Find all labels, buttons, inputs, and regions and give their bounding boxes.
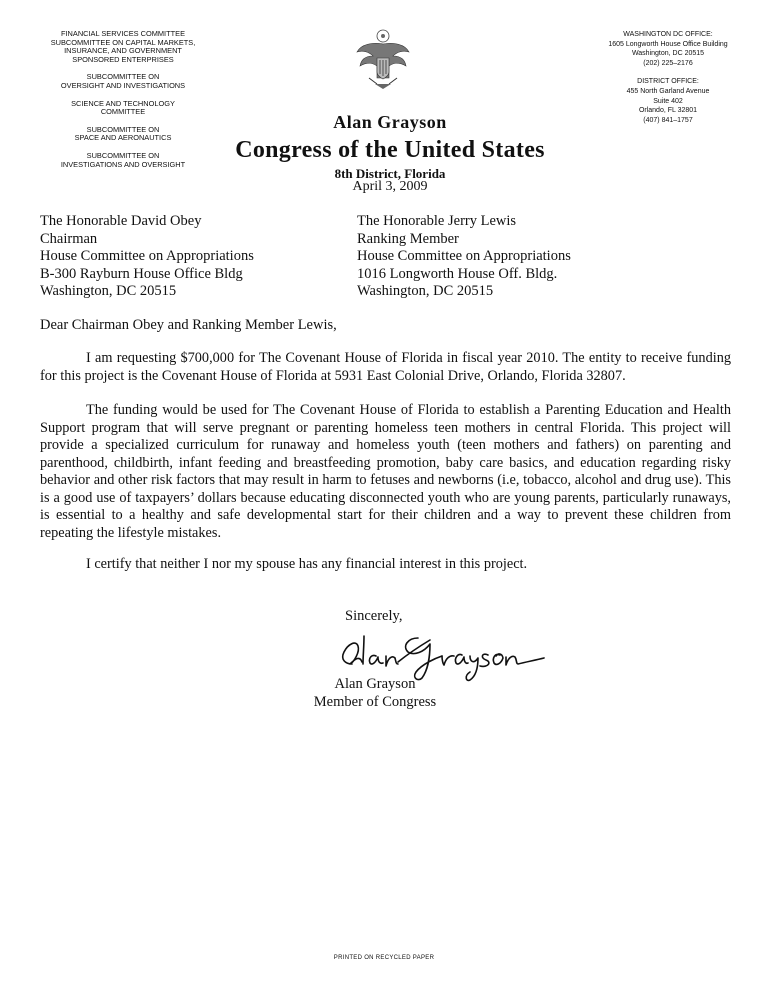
recipient-address-left <box>40 213 340 301</box>
address-line: B-300 Rayburn House Office Bldg <box>40 265 243 282</box>
office-line: Washington, DC 20515 <box>631 50 705 58</box>
office-line: Suite 402 <box>653 97 683 105</box>
address-line: Chairman <box>40 230 98 247</box>
office-line: 1605 Longworth House Office Building <box>608 40 728 48</box>
committee-line: SUBCOMMITTEE ON CAPITAL MARKETS, <box>50 37 196 47</box>
address-line: The Honorable Jerry Lewis <box>357 213 517 229</box>
office-line: 455 North Garland Avenue <box>626 87 710 95</box>
committee-line: INSURANCE, AND GOVERNMENT <box>64 46 182 56</box>
body-paragraph: I certify that neither I nor my spouse has any financial interest in this project. <box>86 556 528 572</box>
office-line: Orlando, FL 32801 <box>638 107 698 115</box>
committee-line: INVESTIGATIONS AND OVERSIGHT <box>60 159 186 169</box>
salutation: Dear Chairman Obey and Ranking Member Lewis, <box>40 317 337 333</box>
address-line: Ranking Member <box>357 230 459 247</box>
committee-group <box>28 152 218 169</box>
address-line: The Honorable David Obey <box>40 213 202 229</box>
signature-image <box>330 622 550 684</box>
committee-line: COMMITTEE <box>100 107 146 117</box>
committee-group <box>28 30 218 64</box>
office-title: WASHINGTON DC OFFICE: <box>623 31 713 38</box>
signer-title: Member of Congress <box>313 693 437 710</box>
committee-group <box>28 126 218 143</box>
letter-date: April 3, 2009 <box>352 179 428 194</box>
address-line: House Committee on Appropriations <box>40 248 254 264</box>
signature-block <box>300 676 450 711</box>
committee-line: OVERSIGHT AND INVESTIGATIONS <box>60 80 186 90</box>
member-name: Alan Grayson <box>333 112 447 132</box>
committee-line: SUBCOMMITTEE ON <box>86 124 160 134</box>
committee-title: FINANCIAL SERVICES COMMITTEE <box>60 29 186 38</box>
office-title: DISTRICT OFFICE: <box>637 78 699 86</box>
house-seal-icon <box>355 28 411 90</box>
recycled-paper-note: PRINTED ON RECYCLED PAPER <box>333 955 435 961</box>
address-line: 1016 Longworth House Off. Bldg. <box>357 265 558 282</box>
office-line: (407) 841–1757 <box>643 116 693 124</box>
committee-line: SPONSORED ENTERPRISES <box>72 54 174 64</box>
office-group <box>588 77 748 125</box>
committee-title: SCIENCE AND TECHNOLOGY <box>71 98 175 108</box>
recipient-address-right <box>357 213 657 301</box>
committee-line: SUBCOMMITTEE ON <box>86 72 160 82</box>
committee-list <box>28 30 218 178</box>
address-line: Washington, DC 20515 <box>40 283 177 299</box>
address-line: House Committee on Appropriations <box>357 248 571 264</box>
address-line: Washington, DC 20515 <box>357 283 494 299</box>
committee-line: SPACE AND AERONAUTICS <box>74 133 172 143</box>
closing: Sincerely, <box>345 608 403 624</box>
congress-heading: Congress of the United States <box>235 137 545 163</box>
office-line: (202) 225–2176 <box>643 59 693 67</box>
district-line: 8th District, Florida <box>334 166 446 181</box>
committee-line: SUBCOMMITTEE ON <box>86 150 160 160</box>
body-paragraph: The funding would be used for The Covenant House of Florida to establish a Parenting Education and Health Support program that will serve pregnant or parenting homeless teen mothers in central Florida. This project will provide a specialized curriculum for runaway and homeless youth (teen mothers and fathers) on parenting and parenthood, childbirth, infant feeding and breastfeeding promotion, baby care basics, and education regarding risky behavior and other risk factors that may result in harm to fetuses and newborns (i.e, tobacco, alcohol and drug use). This is a good use of taxpayers’ dollars because educating disconnected youth who are young parents, particularly runaways, is essential to a healthy and safe developmental start for their children and a way to prevent these children from repeating the lifestyle mistakes. <box>40 402 731 541</box>
body-paragraph: I am requesting $700,000 for The Covenant House of Florida in fiscal year 2010. The entity to receive funding for this project is the Covenant House of Florida at 5931 East Colonial Drive, Orlando, Florida 32807. <box>40 350 731 384</box>
office-group <box>588 30 748 68</box>
signer-name: Alan Grayson <box>334 676 416 692</box>
committee-group <box>28 100 218 117</box>
committee-group <box>28 73 218 90</box>
office-list <box>588 30 748 134</box>
